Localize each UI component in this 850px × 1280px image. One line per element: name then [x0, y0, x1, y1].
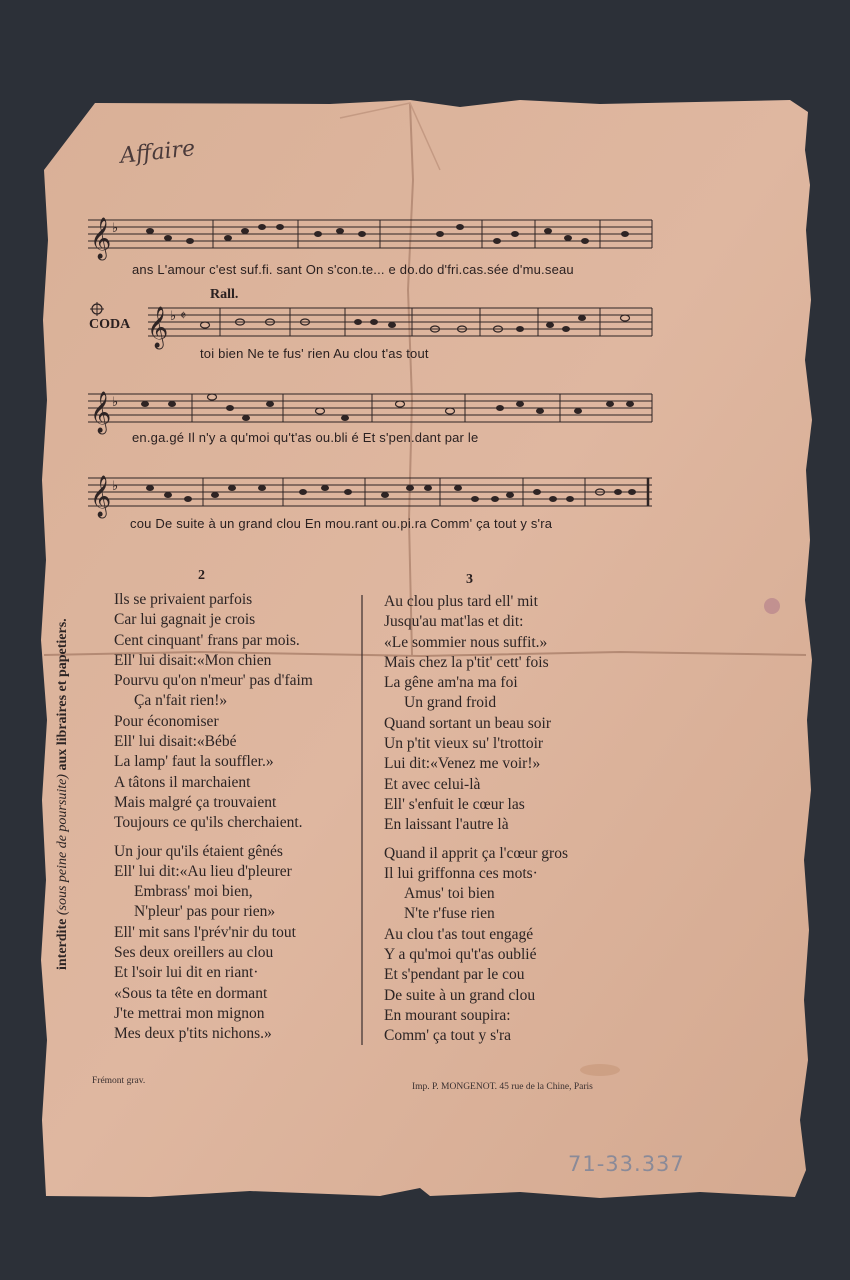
- svg-text:♭: ♭: [112, 395, 119, 410]
- verse-line: N'pleur' pas pour rien»: [134, 903, 276, 921]
- verse-line: Et s'pendant par le cou: [384, 966, 525, 984]
- verse-line: Mais malgré ça trouvaient: [114, 793, 277, 811]
- verse-line: Ell' mit sans l'prév'nir du tout: [114, 923, 296, 941]
- lyric-line-1: ans L'amour c'est suf.fi. sant On s'con.te... e do.do d'fri.cas.sée d'mu.seau: [132, 262, 574, 277]
- svg-text:𝄞: 𝄞: [90, 392, 112, 433]
- verse-line: A tâtons il marchaient: [114, 773, 251, 791]
- side-notice-bold-end: aux libraires et papetiers.: [55, 618, 70, 771]
- svg-text:♭ 𝄵: ♭ 𝄵: [170, 309, 187, 324]
- verse-line: Quand il apprit ça l'cœur gros: [384, 844, 569, 862]
- engraver-credit: Frémont grav.: [92, 1076, 146, 1086]
- verse-line: Ses deux oreillers au clou: [114, 944, 274, 962]
- verse-3: [384, 592, 568, 1047]
- verse-line: Lui dit:«Venez me voir!»: [384, 755, 541, 773]
- verse-line: En laissant l'autre là: [384, 816, 509, 834]
- coda-label: CODA: [89, 317, 131, 332]
- verse-2-number: 2: [198, 568, 205, 583]
- svg-text:𝄞: 𝄞: [90, 218, 112, 259]
- verse-line: Y a qu'moi qu't'as oublié: [384, 946, 537, 964]
- verse-line: La gêne am'na ma foi: [384, 674, 518, 692]
- side-notice: [55, 618, 71, 970]
- printer-credit: Imp. P. MONGENOT. 45 rue de la Chine, Paris: [412, 1082, 593, 1092]
- verse-line: Ça n'fait rien!»: [134, 692, 228, 710]
- verse-line: Un p'tit vieux su' l'trottoir: [384, 735, 544, 753]
- verse-line: Ils se privaient parfois: [114, 591, 253, 608]
- verse-line: N'te r'fuse rien: [404, 905, 495, 923]
- verse-line: Toujours ce qu'ils cherchaient.: [114, 814, 303, 832]
- side-notice-italic: (sous peine de poursuite): [55, 774, 70, 916]
- verse-line: «Le sommier nous suffit.»: [384, 633, 548, 651]
- verse-line: «Sous ta tête en dormant: [114, 984, 268, 1002]
- verse-line: Embrass' moi bien,: [134, 883, 253, 901]
- verse-line: Et l'soir lui dit en riant·: [114, 964, 259, 982]
- verse-line: Amus' toi bien: [404, 885, 495, 903]
- verse-line: J'te mettrai mon mignon: [114, 1004, 265, 1022]
- rall-marking: Rall.: [210, 287, 239, 302]
- verse-line: La lamp' faut la souffler.»: [114, 753, 274, 771]
- svg-text:♭: ♭: [112, 479, 119, 494]
- verse-2: [114, 590, 313, 1045]
- verse-line: Ell' lui dit:«Au lieu d'pleurer: [114, 862, 292, 880]
- verse-line: Quand sortant un beau soir: [384, 714, 552, 732]
- svg-text:♭: ♭: [112, 221, 119, 236]
- handwritten-note: Affaire: [118, 136, 197, 169]
- svg-text:𝄞: 𝄞: [90, 476, 112, 517]
- verse-line: Ell' lui disait:«Bébé: [114, 733, 237, 751]
- verse-line: Cent cinquant' frans par mois.: [114, 631, 300, 649]
- verse-line: Mes deux p'tits nichons.»: [114, 1025, 272, 1043]
- verse-line: Ell' s'enfuit le cœur las: [384, 795, 525, 813]
- svg-text:𝄞: 𝄞: [147, 307, 169, 348]
- verse-line: Un grand froid: [404, 694, 497, 712]
- verse-3-number: 3: [466, 572, 473, 587]
- archive-stamp: 71-33.337: [568, 1152, 685, 1176]
- verse-line: Ell' lui disait:«Mon chien: [114, 651, 272, 669]
- verse-line: Il lui griffonna ces mots·: [384, 864, 538, 882]
- verse-line: Mais chez la p'tit' cett' fois: [384, 653, 549, 671]
- verse-line: Jusqu'au mat'las et dit:: [384, 613, 524, 631]
- verse-line: De suite à un grand clou: [384, 986, 536, 1004]
- side-notice-bold-start: interdite: [55, 918, 70, 970]
- verse-line: Pourvu qu'on n'meur' pas d'faim: [114, 672, 313, 690]
- verse-line: Pour économiser: [114, 712, 219, 730]
- verse-line: Et avec celui-là: [384, 775, 481, 793]
- verse-line: En mourant soupira:: [384, 1006, 511, 1024]
- verse-line: Comm' ça tout y s'ra: [384, 1027, 511, 1045]
- verse-line: Un jour qu'ils étaient gênés: [114, 842, 283, 860]
- verse-line: Au clou plus tard ell' mit: [384, 593, 538, 610]
- lyric-line-3: en.ga.gé Il n'y a qu'moi qu't'as ou.bli é Et s'pen.dant par le: [132, 430, 479, 445]
- verse-line: Au clou t'as tout engagé: [384, 925, 534, 943]
- lyric-line-2: toi bien Ne te fus' rien Au clou t'as tout: [200, 346, 429, 361]
- verse-line: Car lui gagnait je crois: [114, 611, 256, 629]
- lyric-line-4: cou De suite à un grand clou En mou.rant ou.pi.ra Comm' ça tout y s'ra: [130, 516, 553, 531]
